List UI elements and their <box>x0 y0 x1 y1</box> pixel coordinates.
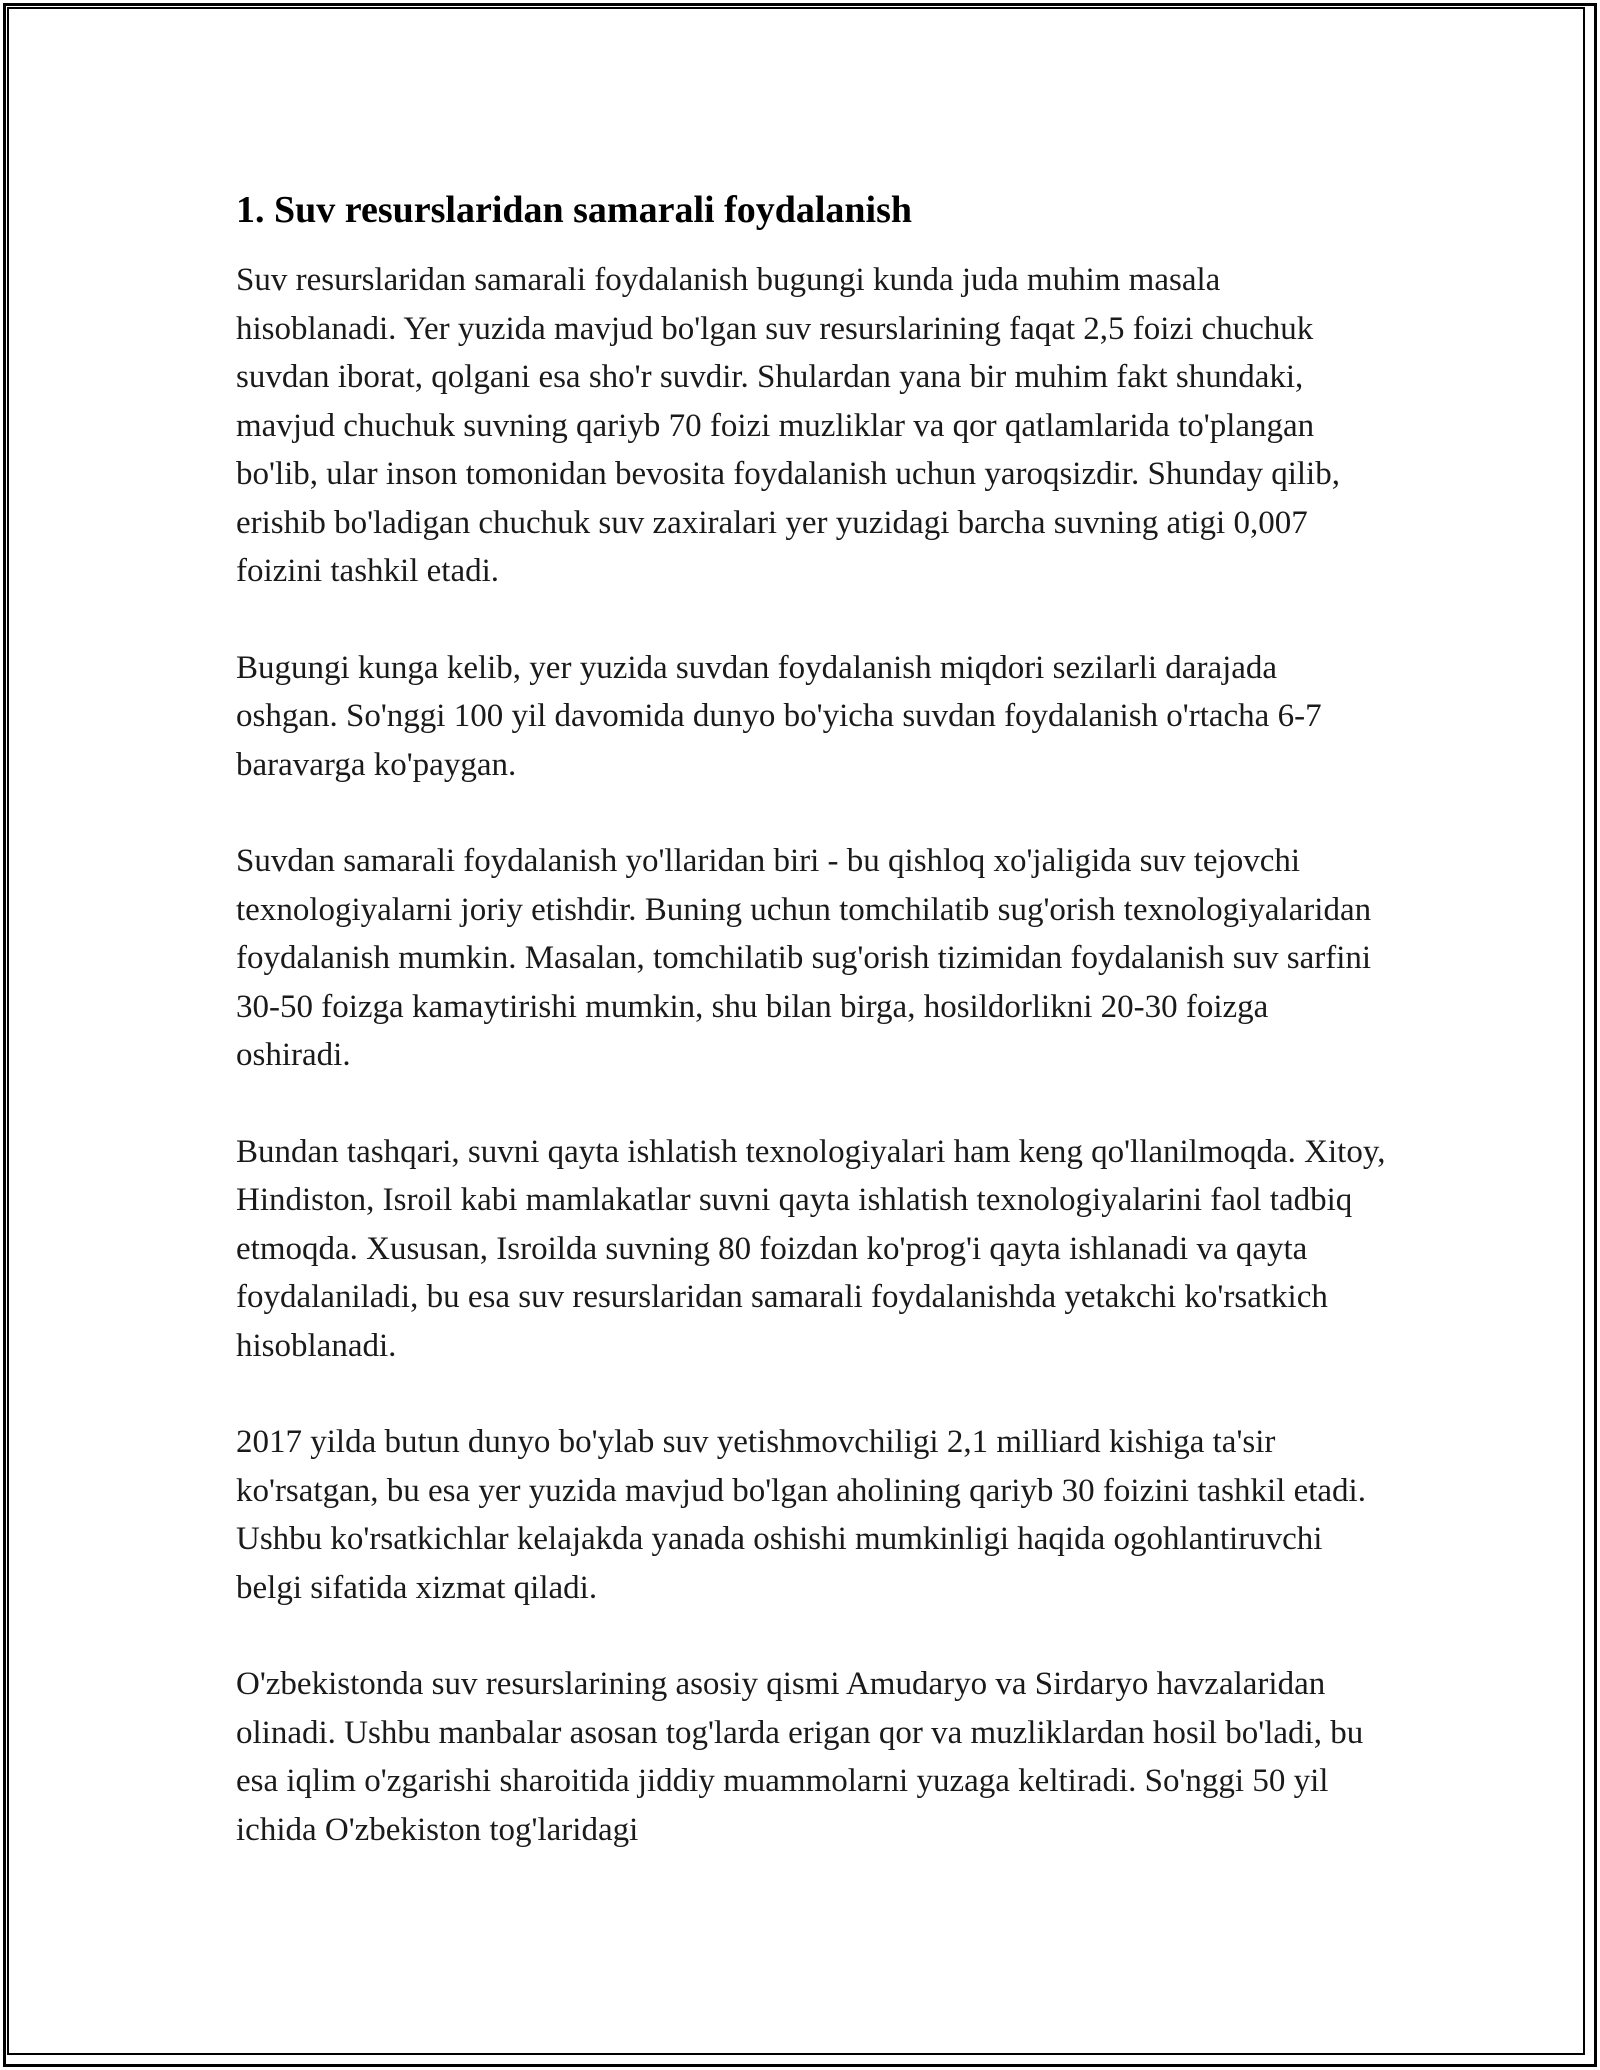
paragraph-5: 2017 yilda butun dunyo bo'ylab suv yetishmovchiligi 2,1 milliard kishiga ta'sir ko'rsatgan, bu esa yer yuzida mavjud bo'lgan aholining qariyb 30 foizini tashkil etadi. Ushbu ko'rsatkichlar kelajakda yanada oshishi mumkinligi haqida ogohlantiruvchi belgi sifatida xizmat qiladi. <box>236 1424 1366 1606</box>
paragraph-4: Bundan tashqari, suvni qayta ishlatish texnologiyalari ham keng qo'llanilmoqda. Xitoy, Hindiston, Isroil kabi mamlakatlar suvni qayta ishlatish texnologiyalarini faol tadbiq etmoqda. Xususan, Isroilda suvning 80 foizdan ko'prog'i qayta ishlanadi va qayta foydalaniladi, bu esa suv resurslaridan samarali foydalanishda yetakchi ko'rsatkich hisoblanadi. <box>236 1133 1386 1364</box>
paragraph-2: Bugungi kunga kelib, yer yuzida suvdan foydalanish miqdori sezilarli darajada oshgan. So'nggi 100 yil davomida dunyo bo'yicha suvdan foydalanish o'rtacha 6-7 baravarga ko'paygan. <box>236 649 1322 783</box>
paragraph-1: Suv resurslaridan samarali foydalanish bugungi kunda juda muhim masala hisoblanadi. Yer yuzida mavjud bo'lgan suv resurslarining faqat 2,5 foizi chuchuk suvdan iborat, qolgani esa sho'r suvdir. Shulardan yana bir muhim fakt shundaki, mavjud chuchuk suvning qariyb 70 foizi muzliklar va qor qatlamlarida to'plangan bo'lib, ular inson tomonidan bevosita foydalanish uchun yaroqsizdir. Shunday qilib, erishib bo'ladigan chuchuk suv zaxiralari yer yuzidagi barcha suvning atigi 0,007 foizini tashkil etadi. <box>236 262 1340 589</box>
paragraph-6: O'zbekistonda suv resurslarining asosiy qismi Amudaryo va Sirdaryo havzalaridan olinadi. Ushbu manbalar asosan tog'larda erigan qor va muzliklardan hosil bo'ladi, bu esa iqlim o'zgarishi sharoitida jiddiy muammolarni yuzaga keltiradi. So'nggi 50 yil ichida O'zbekiston tog'laridagi <box>236 1666 1364 1848</box>
paragraph-3: Suvdan samarali foydalanish yo'llaridan biri - bu qishloq xo'jaligida suv tejovchi texnologiyalarni joriy etishdir. Buning uchun tomchilatib sug'orish texnologiyalaridan foydalanish mumkin. Masalan, tomchilatib sug'orish tizimidan foydalanish suv sarfini 30-50 foizga kamaytirishi mumkin, shu bilan birga, hosildorlikni 20-30 foizga oshiradi. <box>236 843 1372 1073</box>
document-body <box>236 186 1386 1902</box>
section-heading: 1. Suv resurslaridan samarali foydalanish <box>236 189 913 231</box>
